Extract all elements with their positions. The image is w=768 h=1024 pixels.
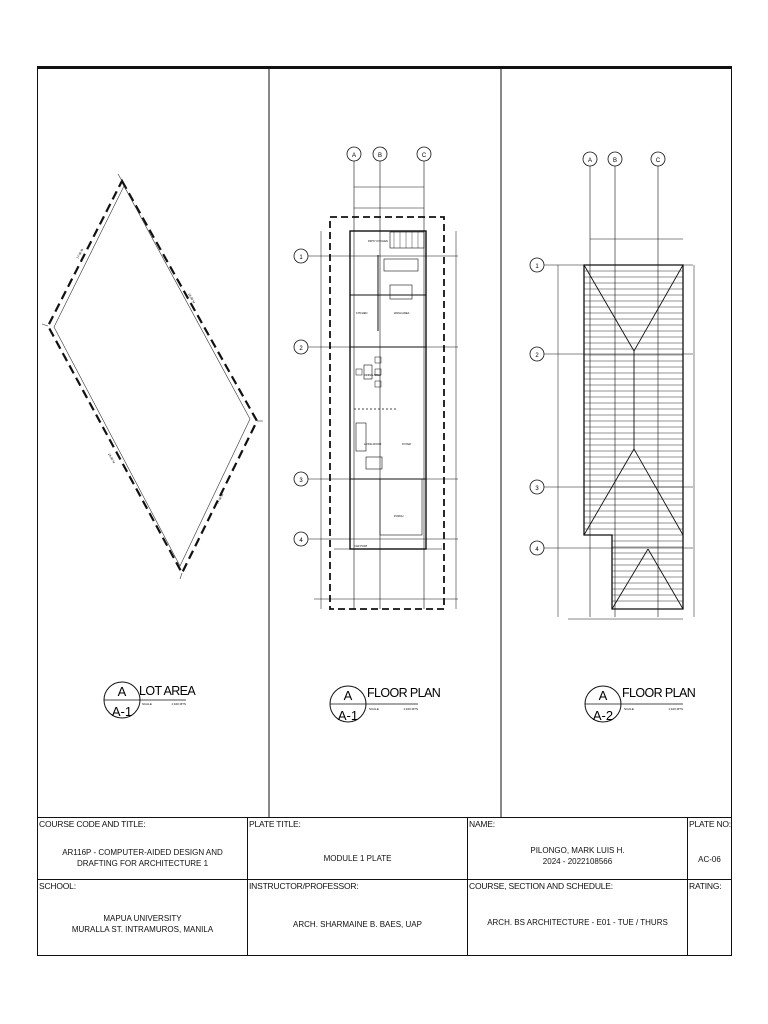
fp2-grid-a: A (587, 158, 593, 164)
roof-rafters (584, 271, 683, 601)
lot-area-scale-label: SCALE (142, 702, 152, 706)
course-section-label: COURSE, SECTION AND SCHEDULE: (469, 881, 613, 891)
instructor-name: ARCH. SHARMAINE B. BAES, UAP (293, 920, 422, 929)
rating-cell (687, 879, 731, 955)
plate-no-label: PLATE NO: (689, 819, 731, 829)
fp1-letter: A (343, 688, 353, 703)
fp1-grid-4: 4 (299, 538, 303, 544)
fp1-room-living: LIVING ROOM (364, 443, 382, 446)
fp2-title: FLOOR PLAN (622, 686, 696, 700)
student-id: 2024 - 2022108566 (542, 857, 613, 866)
fp2-grid-b: B (612, 158, 618, 164)
rating-label: RATING: (689, 881, 722, 891)
fp2-grid-1: 1 (535, 264, 539, 270)
instructor-cell (247, 879, 467, 955)
fp1-grid-2: 2 (299, 346, 303, 352)
plate-title-label: PLATE TITLE: (249, 819, 301, 829)
plate-no: AC-06 (698, 855, 721, 864)
fp1-grid-c: C (421, 153, 427, 159)
floor-plan-2-drawing (530, 152, 694, 619)
course-code-cell (38, 817, 247, 879)
plate-no-cell (687, 817, 731, 879)
drawing-sheet (37, 68, 732, 956)
svg-text:26.00 M: 26.00 M (107, 452, 117, 464)
svg-text:17.00 M: 17.00 M (75, 248, 85, 260)
course-section: ARCH. BS ARCHITECTURE - E01 - TUE / THURS (487, 918, 668, 927)
course-code-line2: DRAFTING FOR ARCHITECTURE 1 (76, 859, 209, 868)
fp1-room-dirty-kitchen: DIRTY KITCHEN (368, 240, 388, 243)
fp1-room-car-port: CAR PORT (354, 545, 368, 548)
fp2-letter: A (598, 688, 608, 703)
fp2-grid-c: C (655, 158, 661, 164)
course-code-line1: AR116P - COMPUTER-AIDED DESIGN AND (62, 848, 223, 857)
title-block (38, 817, 731, 955)
floor-plan-2-tag (585, 686, 696, 723)
fp2-scale-label: SCALE (624, 707, 634, 711)
instructor-label: INSTRUCTOR/PROFESSOR: (249, 881, 359, 891)
svg-text:26.00 M: 26.00 M (187, 292, 197, 304)
school-address: MURALLA ST. INTRAMUROS, MANILA (71, 925, 214, 934)
fp1-scale-label: SCALE (369, 707, 379, 711)
fp2-scale: 1:100 MTS (668, 707, 683, 711)
course-code-label: COURSE CODE AND TITLE: (39, 819, 146, 829)
fp2-sheet: A-2 (592, 708, 614, 723)
school-name: MAPUA UNIVERSITY (103, 914, 182, 923)
floor-plan-1-tag (330, 686, 441, 723)
fp1-room-kitchen: KITCHEN (356, 312, 368, 315)
fp1-grid-b: B (377, 153, 383, 159)
drawing-area (38, 69, 731, 817)
floor-plan-1-drawing (294, 147, 458, 609)
fp1-room-porch: PORCH (394, 515, 404, 518)
fp1-title: FLOOR PLAN (367, 686, 441, 700)
fp1-sheet: A-1 (337, 708, 359, 723)
lot-area-drawing (42, 174, 263, 579)
fp1-room-dining: DINING AREA (364, 374, 381, 377)
student-name: PILONGO, MARK LUIS H. (530, 846, 625, 855)
school-cell (38, 879, 247, 955)
fp2-grid-4: 4 (535, 547, 539, 553)
name-label: NAME: (469, 819, 495, 829)
lot-area-tag (104, 682, 196, 719)
lot-area-title: LOT AREA (139, 684, 196, 698)
fp1-grid-a: A (351, 153, 357, 159)
fp2-grid-2: 2 (535, 353, 539, 359)
school-label: SCHOOL: (39, 881, 76, 891)
lot-area-letter: A (117, 684, 127, 699)
lot-area-sheet: A-1 (111, 704, 133, 719)
fp1-grid-3: 3 (299, 478, 303, 484)
name-cell (467, 817, 687, 879)
fp2-grid-3: 3 (535, 486, 539, 492)
course-section-cell (467, 879, 687, 955)
floor-plan-2-grid-labels (535, 158, 661, 553)
fp1-scale: 1:100 MTS (403, 707, 418, 711)
drawing-svg (38, 69, 731, 817)
fp1-grid-1: 1 (299, 255, 303, 261)
fp1-room-foyer: FOYER (402, 443, 411, 446)
plate-title: MODULE 1 PLATE (323, 854, 392, 863)
floor-plan-1-grid-labels (299, 153, 427, 548)
plate-title-cell (247, 817, 467, 879)
lot-area-scale: 1:100 MTS (171, 702, 186, 706)
fp1-room-wash-area: WASH AREA (394, 312, 410, 315)
svg-text:17.00 M: 17.00 M (215, 493, 225, 505)
